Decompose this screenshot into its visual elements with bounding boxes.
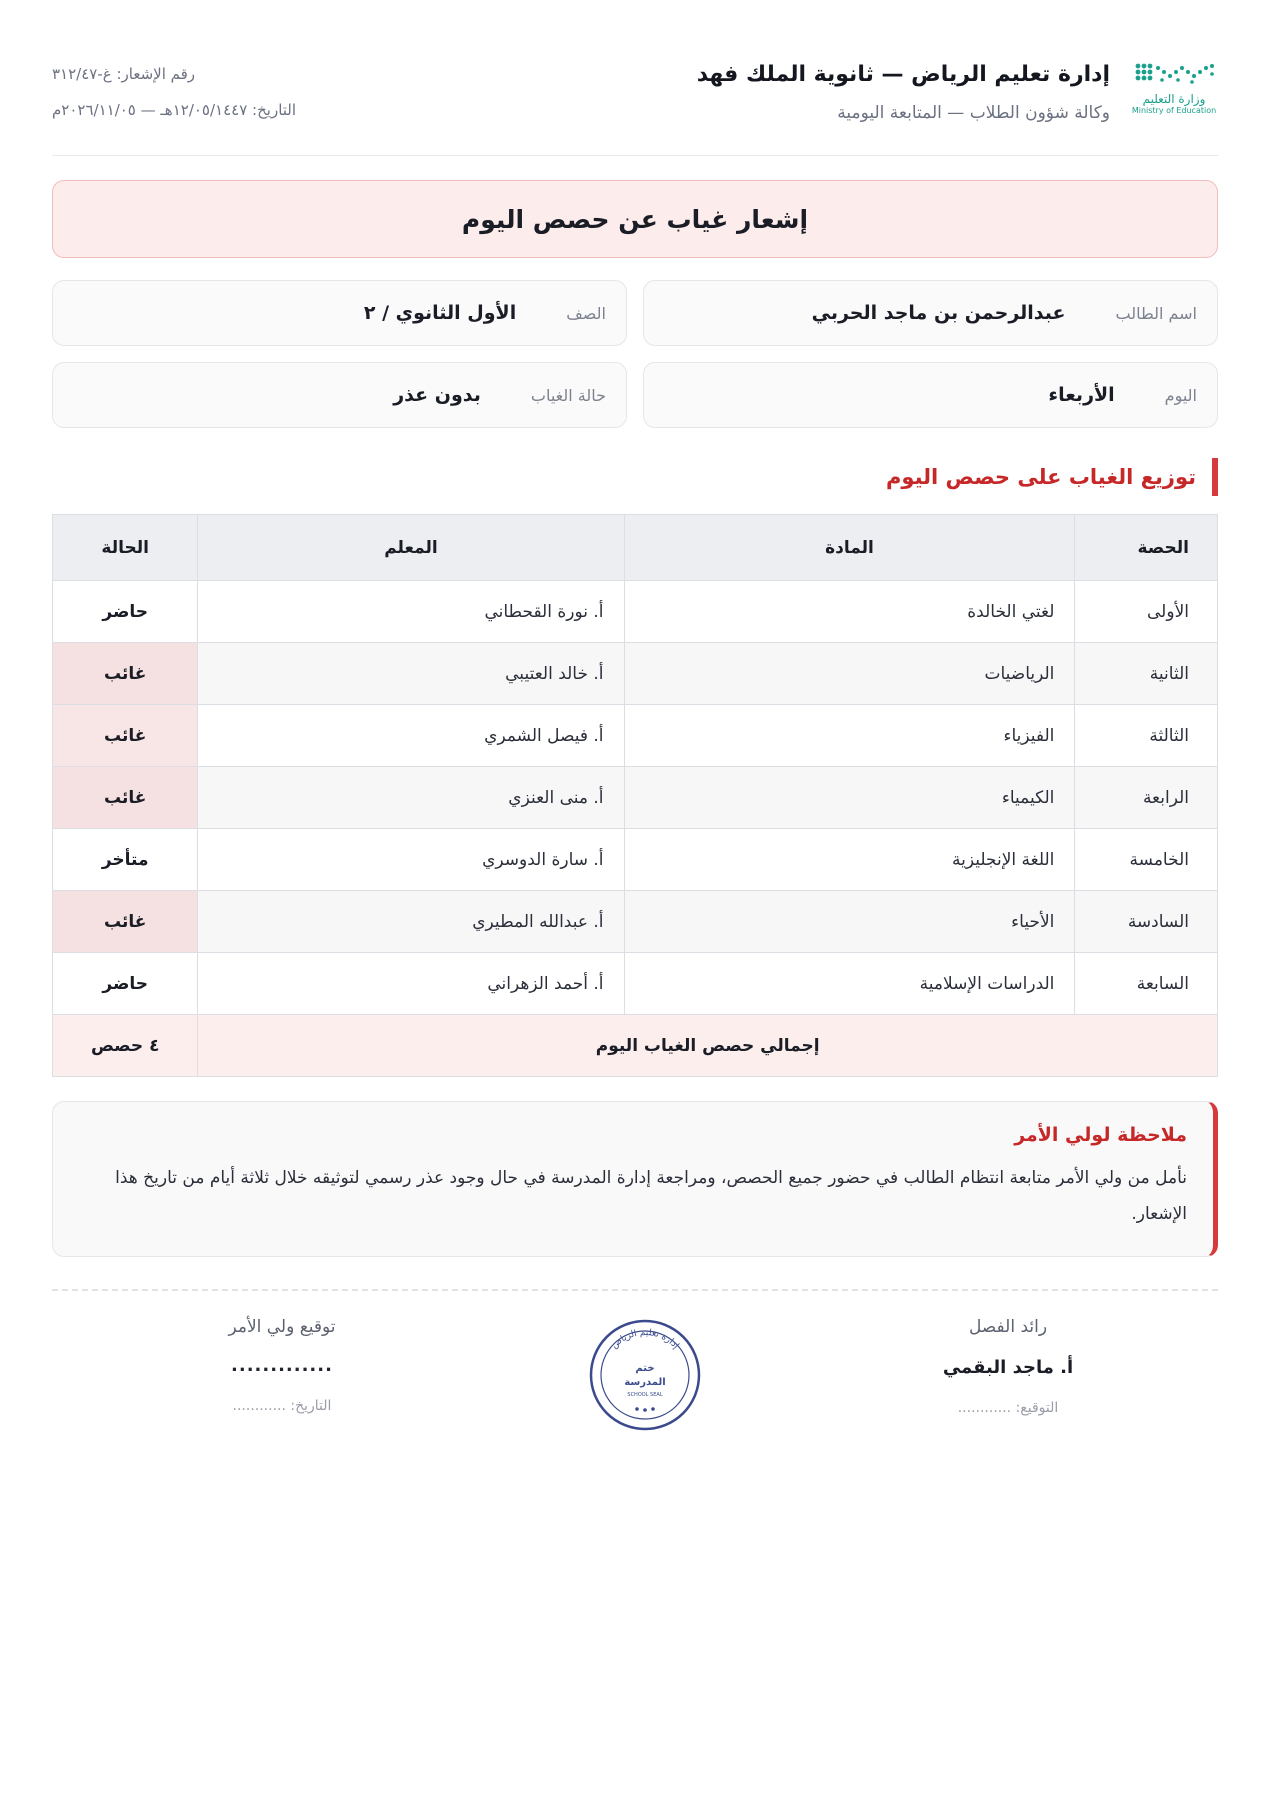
advisor-role: رائد الفصل: [968, 1317, 1048, 1337]
absence-status-label: حالة الغياب: [530, 385, 606, 405]
header-status: الحالة: [53, 515, 198, 581]
period-cell: السابعة: [1075, 953, 1218, 1015]
notice-number: رقم الإشعار: غ-٣١٢/٤٧: [52, 65, 196, 83]
brand: [697, 50, 1218, 124]
guardian-signature: [182, 1317, 382, 1414]
subject-cell: الأحياء: [624, 891, 1075, 953]
svg-text:إدارة تعليم الرياض: [610, 1328, 681, 1351]
status-cell: غائب: [53, 767, 198, 829]
total-row: [53, 1015, 1218, 1077]
total-value: ٤ حصص: [53, 1015, 198, 1077]
table-row: [53, 767, 1218, 829]
notice-title: إشعار غياب عن حصص اليوم: [461, 204, 809, 234]
class-value: الأول الثانوي / ٢: [363, 302, 517, 324]
absence-status-card: [52, 362, 627, 428]
header-subject: المادة: [624, 515, 1075, 581]
subject-cell: الدراسات الإسلامية: [624, 953, 1075, 1015]
table-row: [53, 829, 1218, 891]
period-cell: الثالثة: [1075, 705, 1218, 767]
table-header-row: [53, 515, 1218, 581]
period-cell: الأولى: [1075, 581, 1218, 643]
department-subtitle: وكالة شؤون الطلاب — المتابعة اليومية: [837, 103, 1110, 123]
section-heading: [52, 458, 1218, 496]
table-row: [53, 581, 1218, 643]
logo-text: وزارة التعليم: [1142, 92, 1206, 106]
stamp-stars-icon: [635, 1407, 655, 1412]
brand-text: [697, 50, 1110, 123]
teacher-cell: أ. فيصل الشمري: [198, 705, 624, 767]
day-value: الأربعاء: [1048, 384, 1115, 406]
stamp-line-3: SCHOOL SEAL: [627, 1392, 663, 1398]
student-name-label: اسم الطالب: [1115, 303, 1197, 323]
guardian-note: [52, 1101, 1218, 1257]
period-cell: السادسة: [1075, 891, 1218, 953]
status-cell: غائب: [53, 643, 198, 705]
table-row: [53, 891, 1218, 953]
header-period: الحصة: [1075, 515, 1218, 581]
period-cell: الثانية: [1075, 643, 1218, 705]
status-cell: حاضر: [53, 953, 198, 1015]
page-header: [52, 50, 1218, 156]
subject-cell: لغتي الخالدة: [624, 581, 1075, 643]
guardian-date-line: التاريخ: ............: [232, 1398, 332, 1414]
ministry-logo: [1130, 50, 1218, 124]
status-cell: حاضر: [53, 581, 198, 643]
absence-status-value: بدون عذر: [393, 384, 481, 406]
subject-cell: الفيزياء: [624, 705, 1075, 767]
subject-cell: الرياضيات: [624, 643, 1075, 705]
school-stamp-icon: [587, 1317, 703, 1433]
period-cell: الخامسة: [1075, 829, 1218, 891]
notice-meta: [52, 50, 296, 128]
signatures: [52, 1317, 1218, 1433]
notice-date: التاريخ: ١٢/٠٥/١٤٤٧هـ — ٢٠٢٦/١١/٠٥م: [52, 101, 297, 119]
advisor-sign-line: التوقيع: ............: [957, 1400, 1059, 1416]
advisor-name: أ. ماجد البقمي: [942, 1357, 1074, 1378]
student-name-value: عبدالرحمن بن ماجد الحربي: [811, 302, 1066, 324]
section-title: توزيع الغياب على حصص اليوم: [886, 465, 1196, 489]
logo-subtext: Ministry of Education: [1131, 106, 1217, 115]
class-card: [52, 280, 627, 346]
subject-cell: الكيمياء: [624, 767, 1075, 829]
stamp-outer-text: إدارة تعليم الرياض: [609, 1327, 681, 1351]
table-row: [53, 643, 1218, 705]
notice-title-box: [52, 180, 1218, 258]
ministry-logo-icon: [1132, 60, 1216, 88]
teacher-cell: أ. عبدالله المطيري: [198, 891, 624, 953]
teacher-cell: أ. نورة القحطاني: [198, 581, 624, 643]
teacher-cell: أ. منى العنزي: [198, 767, 624, 829]
advisor-signature: [908, 1317, 1108, 1416]
student-info-grid: [52, 280, 1218, 428]
guardian-sign-line: .............: [231, 1355, 333, 1376]
footer-divider: [52, 1289, 1218, 1291]
stamp-line-2: المدرسة: [624, 1377, 666, 1388]
teacher-cell: أ. سارة الدوسري: [198, 829, 624, 891]
table-body: [53, 581, 1218, 1077]
subject-cell: اللغة الإنجليزية: [624, 829, 1075, 891]
note-body: نأمل من ولي الأمر متابعة انتظام الطالب في حضور جميع الحصص، ومراجعة إدارة المدرسة في حال وجود عذر رسمي لتوثيقه خلال ثلاثة أيام من تاريخ هذا الإشعار.: [115, 1168, 1187, 1224]
student-name-card: [643, 280, 1218, 346]
status-cell: غائب: [53, 705, 198, 767]
teacher-cell: أ. أحمد الزهراني: [198, 953, 624, 1015]
absence-table: [52, 514, 1218, 1077]
status-cell: غائب: [53, 891, 198, 953]
school-title: إدارة تعليم الرياض — ثانوية الملك فهد: [696, 62, 1110, 87]
status-cell: متأخر: [53, 829, 198, 891]
guardian-role: توقيع ولي الأمر: [228, 1317, 336, 1337]
total-label: إجمالي حصص الغياب اليوم: [198, 1015, 1218, 1077]
header-teacher: المعلم: [198, 515, 624, 581]
day-label: اليوم: [1164, 385, 1197, 405]
teacher-cell: أ. خالد العتيبي: [198, 643, 624, 705]
day-card: [643, 362, 1218, 428]
table-row: [53, 705, 1218, 767]
note-title: ملاحظة لولي الأمر: [1014, 1124, 1187, 1146]
period-cell: الرابعة: [1075, 767, 1218, 829]
table-row: [53, 953, 1218, 1015]
class-label: الصف: [566, 303, 606, 323]
stamp-line-1: ختم: [635, 1363, 655, 1374]
